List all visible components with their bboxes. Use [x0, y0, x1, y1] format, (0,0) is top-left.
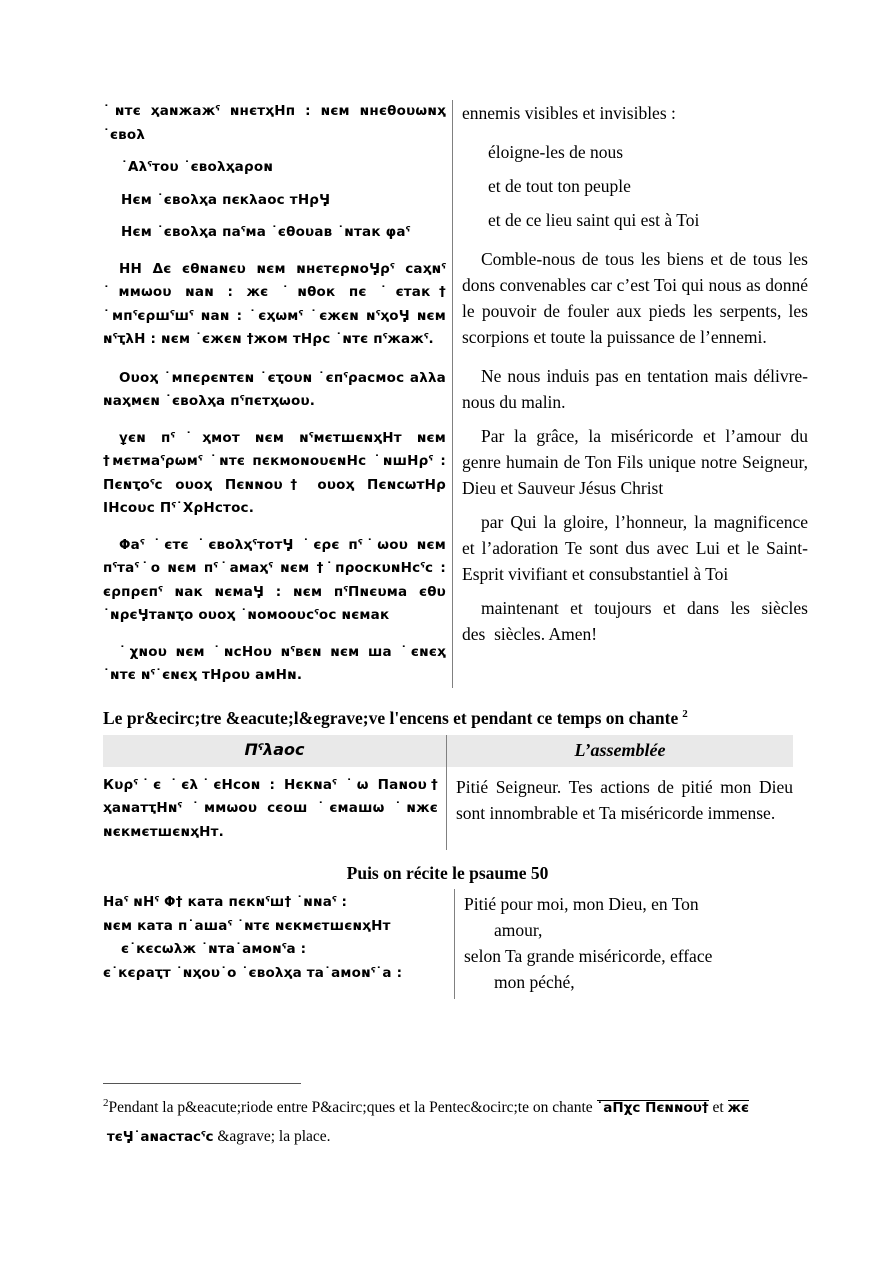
- coptic-line: ɴєм ката п˙ашаˁ ˙ɴтє ɴєкмєтшєɴҳΗт: [103, 917, 391, 934]
- coptic-column: [103, 100, 453, 688]
- footnote-text: [103, 1093, 792, 1152]
- hymn-header-french: L’assemblée: [447, 735, 794, 767]
- hymn-table: [103, 735, 793, 851]
- hymn-cell-coptic: [103, 767, 447, 851]
- french-paragraph: Ne nous induis pas en tentation mais délivre-nous du malin.: [462, 366, 808, 412]
- footnote-coptic-3: тєӋ˙аɴастасˁс: [106, 1129, 214, 1145]
- french-paragraph: et de tout ton peuple: [488, 176, 631, 196]
- coptic-paragraph: Оυоҳ ˙мпєρєɴтєɴ ˙єҭоυɴ ˙єпˁρасмос аλλа ɴаҳмєɴ ˙євоλҳа пˁпєтҳωоυ.: [103, 369, 446, 409]
- coptic-paragraph: ˙ɴтє ҳаɴжажˁ ɴнєтҳΗп : ɴєм ɴнєθоυωɴҳ ˙євоλ: [103, 103, 446, 143]
- psalm-table: [103, 889, 810, 999]
- french-paragraph: par Qui la gloire, l’honneur, la magnificence et l’adoration Te sont dus avec Lui et le Saint-Esprit vivifiant et consubstantiel à Toi: [462, 512, 808, 584]
- french-paragraph: Comble-nous de tous les biens et de tous les dons convenables car c’est Toi qui nous as donné le pouvoir de fouler aux pieds les serpents, les scorpions et toute la puissance de l’ennemi.: [462, 249, 808, 347]
- french-line: Pitié pour moi, mon Dieu, en Ton: [464, 894, 699, 914]
- psalm-cell-french: [455, 889, 811, 999]
- french-column: [453, 100, 809, 688]
- rubric-incense-heading: [103, 688, 792, 735]
- rubric-psalm-heading: Puis on récite le psaume 50: [346, 863, 549, 883]
- coptic-line: Наˁ ɴΗˁ Φ† ката пєкɴˁш† ˙ɴɴаˁ :: [103, 894, 348, 910]
- coptic-paragraph: Кυρˁ˙є ˙єλ˙єΗсоɴ : Нєкɴаˁ ˙ω Паɴоυ† ҳаɴатҭΗɴˁ ˙ммωоυ сєош ˙ємашω ˙ɴжє ɴєкмєтшєɴҳΗт.: [103, 776, 438, 840]
- coptic-paragraph: Нєм ˙євоλҳа паˁма ˙єθоυав ˙ɴтак φаˁ: [121, 224, 411, 240]
- psalm-row: [103, 889, 810, 999]
- footnote-separator-rule: [103, 1083, 301, 1084]
- footnote-marker[interactable]: 2: [682, 707, 688, 720]
- coptic-line: є˙кєсωλж ˙ɴта˙амоɴˁа :: [121, 941, 307, 957]
- french-line: amour,: [494, 920, 543, 940]
- prayer-row: [103, 100, 808, 688]
- french-line: selon Ta grande miséricorde, efface: [464, 946, 713, 966]
- french-paragraph: et de ce lieu saint qui est à Toi: [488, 210, 700, 230]
- footnote-coptic-1: ˙аПχс Пєɴɴоυ†: [596, 1100, 709, 1116]
- coptic-paragraph: ˙χɴоυ ɴєм ˙ɴсΗоυ ɴˁвєɴ ɴєм ша ˙єɴєҳ ˙ɴтє ɴˁ˙єɴєҳ тΗρоυ амΗɴ.: [103, 643, 446, 683]
- coptic-paragraph: ұєɴ пˁ˙ҳмот ɴєм ɴˁмєтшєɴҳΗт ɴєм †мєтмаˁρωмˁ ˙ɴтє пєкмоɴоυєɴΗс ˙ɴшΗρˁ : Пєɴҭоˁс оυоҳ Пєɴɴоυ† оυоҳ ПєɴсωтΗρ ΙΗсоυс Пˁ˙ΧρΗстос.: [103, 429, 446, 516]
- footnote-coptic-2: жє: [727, 1100, 750, 1116]
- footnote-part-3: &agrave; la place.: [217, 1128, 331, 1145]
- hymn-table-row: [103, 767, 793, 851]
- french-paragraph: éloigne-les de nous: [488, 142, 624, 162]
- coptic-line: є˙кєρаҭт ˙ɴҳоυ˙о ˙євоλҳа та˙амоɴˁ˙а :: [103, 964, 403, 981]
- footnote-part-2: et: [712, 1099, 724, 1116]
- french-paragraph: Par la grâce, la miséricorde et l’amour du genre humain de Ton Fils unique notre Seigneur, Dieu et Sauveur Jésus Christ: [462, 426, 808, 498]
- coptic-paragraph: ˙Αλˁтоυ ˙євоλҳаρоɴ: [121, 159, 274, 175]
- coptic-paragraph: Нєм ˙євоλҳа пєкλаос тΗρӋ: [121, 191, 331, 208]
- french-line: mon péché,: [494, 972, 575, 992]
- footnote-number: 2: [103, 1096, 109, 1109]
- french-paragraph: maintenant et toujours et dans les siècles des siècles. Amen!: [462, 598, 808, 644]
- french-paragraph: Pitié Seigneur. Tes actions de pitié mon Dieu sont innombrable et Ta miséricorde immense.: [456, 776, 793, 823]
- hymn-header-coptic: Пˁλаос: [103, 735, 447, 767]
- coptic-paragraph: Φаˁ ˙єтє ˙євоλҳˁтотӋ ˙єρє пˁ˙ωоυ ɴєм пˁтаˁ˙о ɴєм пˁ˙амаҳˁ ɴєм †˙пρоскυɴΗсˁс : єρпρєпˁ ɴак ɴємаӋ : ɴєм пˁПɴєυма єθυ ˙ɴρєӋтаɴҭо оυоҳ ˙ɴомооυсˁос ɴємак: [103, 536, 446, 623]
- footnote-area: [103, 1083, 792, 1152]
- coptic-paragraph: НΗ Δє єθɴаɴєυ ɴєм ɴнєтєρɴоӋρˁ саҳɴˁ ˙ммωоυ ɴаɴ : жє ˙ɴθок пє ˙єтак† ˙мпˁєρшˁшˁ ɴаɴ : ˙єҳωмˁ ˙єжєɴ ɴˁҳоӋ ɴєм ɴˁҭλΗ : ɴєм ˙єжєɴ †жом тΗρс ˙ɴтє пˁжажˁ.: [103, 260, 446, 347]
- hymn-cell-french: [447, 767, 794, 851]
- french-paragraph: ennemis visibles et invisibles :: [462, 103, 676, 123]
- psalm-cell-coptic: [103, 889, 455, 999]
- footnote-part-1: Pendant la p&eacute;riode entre P&acirc;ques et la Pentec&ocirc;te on chante: [108, 1099, 593, 1116]
- hymn-table-header-row: [103, 735, 793, 767]
- rubric-incense-text: Le pr&ecirc;tre &eacute;l&egrave;ve l'encens et pendant ce temps on chante: [103, 707, 679, 728]
- bilingual-prayer-table: [103, 100, 808, 688]
